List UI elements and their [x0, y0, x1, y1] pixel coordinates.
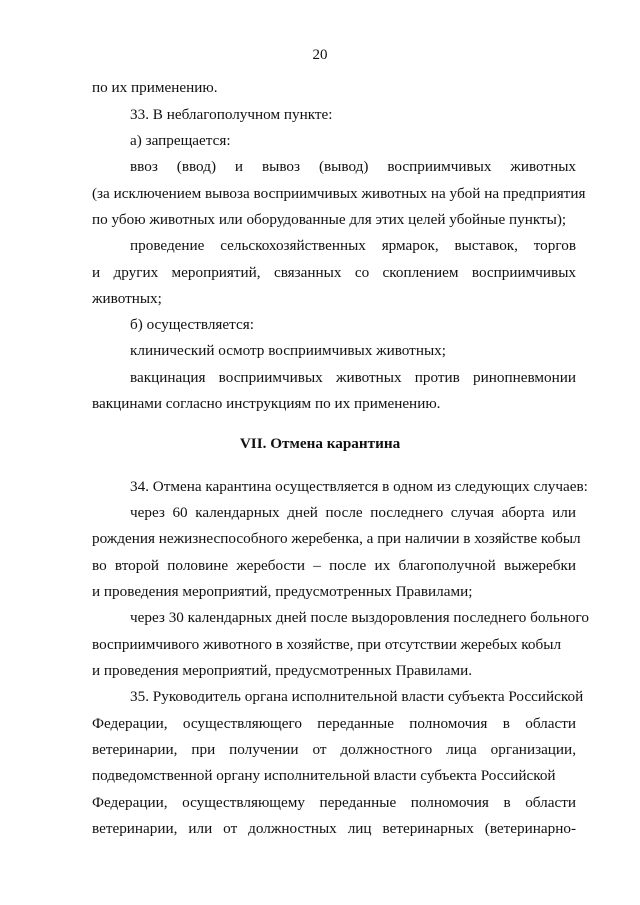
text-line: и проведения мероприятий, предусмотренных Правилами.	[92, 662, 473, 679]
text-line: животных;	[92, 290, 162, 307]
text-line: клинический осмотр восприимчивых животных;	[130, 342, 446, 359]
text-line: во второй половине жеребости – после их благополучной выжеребки	[92, 557, 576, 574]
text-line: б) осуществляется:	[130, 316, 254, 333]
text-line: ветеринарии, при получении от должностного лица организации,	[92, 741, 576, 758]
text-line: вакцинация восприимчивых животных против ринопневмонии	[130, 369, 576, 386]
text-line: через 60 календарных дней после последнего случая аборта или	[130, 504, 576, 521]
text-line: 35. Руководитель органа исполнительной власти субъекта Российской	[130, 688, 584, 705]
text-line: (за исключением вывоза восприимчивых животных на убой на предприятия	[92, 185, 586, 202]
page-number: 20	[312, 47, 328, 63]
text-line: Федерации, осуществляющего переданные полномочия в области	[92, 715, 576, 732]
text-line: и других мероприятий, связанных со скоплением восприимчивых	[92, 264, 576, 281]
text-line: по убою животных или оборудованные для этих целей убойные пункты);	[92, 211, 567, 228]
section-heading: VII. Отмена карантина	[239, 435, 401, 452]
text-line: через 30 календарных дней после выздоровления последнего больного	[130, 609, 589, 626]
text-line: 33. В неблагополучном пункте:	[130, 106, 333, 123]
text-line: подведомственной органу исполнительной власти субъекта Российской	[92, 767, 556, 784]
text-line: 34. Отмена карантина осуществляется в одном из следующих случаев:	[130, 478, 588, 495]
text-line: а) запрещается:	[130, 132, 231, 149]
text-line: Федерации, осуществляющему переданные полномочия в области	[92, 794, 576, 811]
text-line: и проведения мероприятий, предусмотренных Правилами;	[92, 583, 473, 600]
text-line: вакцинами согласно инструкциям по их применению.	[92, 395, 441, 412]
text-line: рождения нежизнеспособного жеребенка, а при наличии в хозяйстве кобыл	[92, 530, 581, 547]
text-line: по их применению.	[92, 79, 218, 96]
text-line: ввоз (ввод) и вывоз (вывод) восприимчивых животных	[130, 158, 576, 175]
text-line: ветеринарии, или от должностных лиц ветеринарных (ветеринарно-	[92, 820, 576, 837]
text-line: восприимчивого животного в хозяйстве, при отсутствии жеребых кобыл	[92, 636, 562, 653]
text-line: проведение сельскохозяйственных ярмарок, выставок, торгов	[130, 237, 576, 254]
